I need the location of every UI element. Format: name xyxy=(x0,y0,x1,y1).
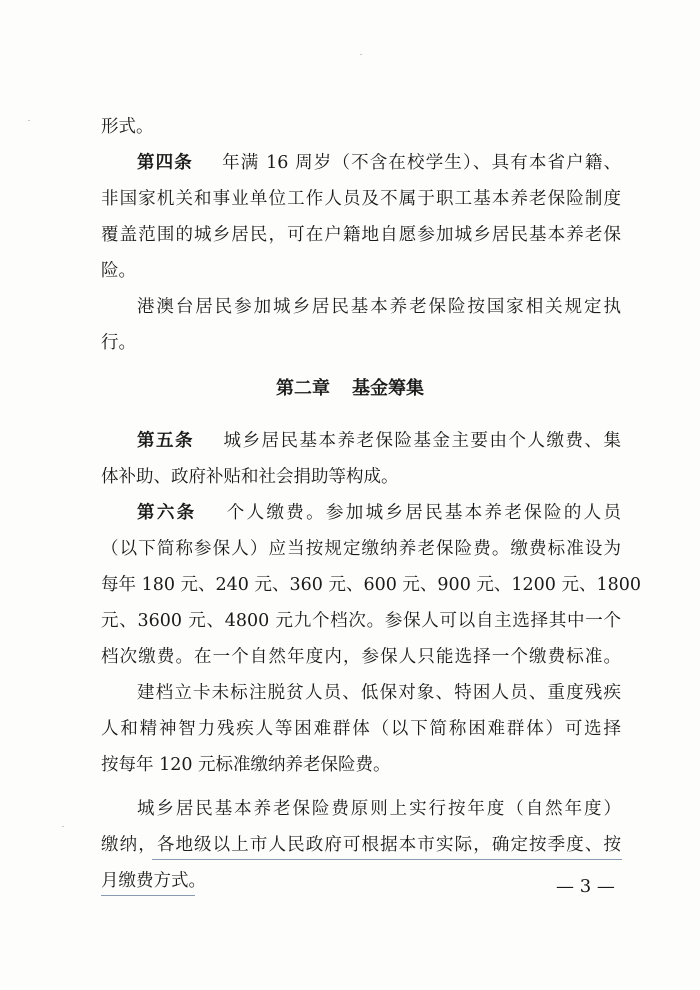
page-number: — 3 — xyxy=(556,876,615,897)
underline-mark xyxy=(101,895,195,896)
paragraph-line: 每年 180 元、240 元、360 元、600 元、900 元、1200 元、1800 xyxy=(101,575,642,595)
article-4-first-line xyxy=(137,152,621,174)
scan-speck xyxy=(28,120,30,121)
article-6-first-line xyxy=(137,502,621,524)
paragraph-line: 人和精神智力残疾人等困难群体（以下简称困难群体）可选择 xyxy=(101,719,621,739)
paragraph-line: 形式。 xyxy=(101,117,154,137)
paragraph-line: 建档立卡未标注脱贫人员、低保对象、特困人员、重度残疾 xyxy=(137,683,621,703)
paragraph-line: 城乡居民基本养老保险费原则上实行按年度（自然年度） xyxy=(137,799,621,819)
article-4-text: 年满 16 周岁（不含在校学生）、具有本省户籍、 xyxy=(220,153,621,173)
paragraph-line: 月缴费方式。 xyxy=(101,871,206,891)
chapter-title: 基金筹集 xyxy=(352,378,424,399)
underline-mark xyxy=(152,859,622,860)
chapter-heading xyxy=(0,378,700,400)
paragraph-line: 覆盖范围的城乡居民，可在户籍地自愿参加城乡居民基本养老保 xyxy=(101,225,621,245)
article-5-label: 第五条 xyxy=(137,431,194,451)
paragraph-line: 港澳台居民参加城乡居民基本养老保险按国家相关规定执 xyxy=(137,297,621,317)
article-6-text: 个人缴费。参加城乡居民基本养老保险的人员 xyxy=(224,503,622,523)
paragraph-line: 元、3600 元、4800 元九个档次。参保人可以自主选择其中一个 xyxy=(101,611,621,631)
article-4-label: 第四条 xyxy=(137,153,193,173)
paragraph-line: 非国家机关和事业单位工作人员及不属于职工基本养老保险制度 xyxy=(101,189,621,209)
scan-speck xyxy=(360,54,362,55)
article-5-first-line xyxy=(137,430,621,452)
paragraph-line: （以下简称参保人）应当按规定缴纳养老保险费。缴费标准设为 xyxy=(101,539,621,559)
paragraph-line: 险。 xyxy=(101,261,136,281)
article-5-text: 城乡居民基本养老保险基金主要由个人缴费、集 xyxy=(222,431,621,451)
paragraph-line: 按每年 120 元标准缴纳养老保险费。 xyxy=(101,755,391,775)
article-6-label: 第六条 xyxy=(137,503,197,523)
scan-speck xyxy=(62,826,64,827)
paragraph-line: 体补助、政府补贴和社会捐助等构成。 xyxy=(101,467,399,487)
paragraph-line: 档次缴费。在一个自然年度内，参保人只能选择一个缴费标准。 xyxy=(101,647,621,667)
chapter-number: 第二章 xyxy=(276,378,330,399)
paragraph-line: 行。 xyxy=(101,333,136,353)
paragraph-line: 缴纳，各地级以上市人民政府可根据本市实际，确定按季度、按 xyxy=(101,835,621,855)
